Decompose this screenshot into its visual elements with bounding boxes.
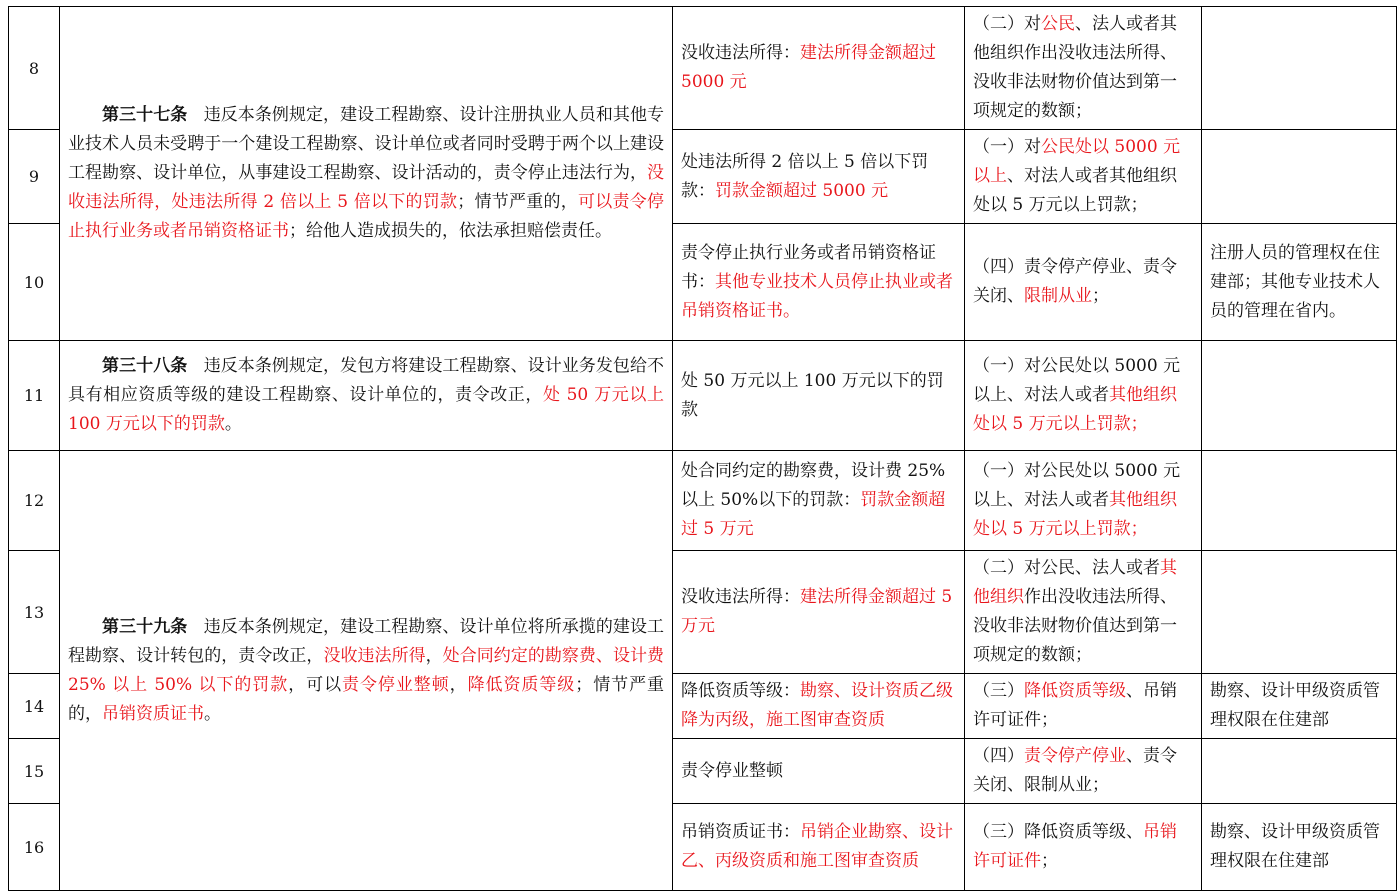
remark-cell [1202, 341, 1397, 451]
highlighted-text: 其他专业技术人员停止执业或者吊销资格证书。 [681, 271, 953, 321]
cell-text: （二）对 [973, 14, 1041, 34]
cell-text: 违反本条例规定，发包方将建设工程勘察、设计业务发包给不具有相应资质等级的建设工程勘察、设计单位的，责令改正， [68, 356, 665, 405]
remark-cell [1202, 551, 1397, 674]
cell-text: （二）对公民、法人或者 [973, 558, 1160, 578]
penalty-type-cell [965, 7, 1202, 130]
row-number: 9 [9, 130, 60, 224]
cell-text: ， [449, 674, 468, 695]
article-number: 第三十九条 [102, 616, 188, 637]
penalty-type-cell [965, 739, 1202, 804]
cell-text: 吊销资质证书： [681, 822, 800, 842]
cell-text: 、对法人或者其他组织处以 5 万元以上罚款； [973, 166, 1177, 215]
penalty-table [8, 6, 1397, 891]
cell-text: 处 50 万元以上 100 万元以下的罚款 [681, 370, 944, 420]
highlighted-text: 降低资质等级 [467, 674, 576, 695]
cell-text: 。 [204, 703, 221, 724]
penalty-cell [673, 224, 965, 341]
penalty-type-cell [965, 674, 1202, 739]
penalty-cell [673, 551, 965, 674]
highlighted-text: 其他组织处以 5 万元以上罚款； [973, 385, 1177, 434]
penalty-type-cell [965, 341, 1202, 451]
cell-text: 责令停止执行业务或者吊销资格证书： [681, 242, 936, 292]
cell-text: 。 [224, 414, 242, 434]
penalty-cell [673, 130, 965, 224]
cell-text: （一）对公民处以 5000 元以上、对法人或者 [973, 461, 1181, 510]
cell-text: ，可以 [288, 674, 343, 695]
highlighted-text: 其他组织处以 5 万元以上罚款； [973, 490, 1177, 539]
cell-text: 勘察、设计甲级资质管理权限在住建部 [1210, 681, 1380, 730]
cell-text: 、法人或者其他组织作出没收违法所得、没收非法财物价值达到第一项规定的数额； [973, 14, 1177, 121]
highlighted-text: 没收违法所得 [323, 645, 426, 666]
article-number: 第三十七条 [102, 105, 188, 125]
highlighted-text: 其他组织 [973, 558, 1177, 607]
row-number: 12 [9, 451, 60, 551]
penalty-cell [673, 7, 965, 130]
remark-cell [1202, 7, 1397, 130]
article-cell [60, 7, 673, 341]
highlighted-text: 公民 [1041, 14, 1075, 34]
highlighted-text: 公民处以 5000 元以上 [973, 137, 1181, 186]
highlighted-text: 吊销资质证书 [102, 703, 204, 724]
cell-text: 、吊销许可证件； [973, 681, 1177, 730]
cell-text: ； [1092, 286, 1109, 306]
cell-text: 降低资质等级： [681, 681, 800, 701]
penalty-cell [673, 804, 965, 891]
cell-text: （三） [973, 681, 1024, 701]
cell-text: 违反本条例规定，建设工程勘察、设计单位将所承揽的建设工程勘察、设计转包的，责令改正， [68, 616, 665, 666]
cell-text: ；给他人造成损失的，依法承担赔偿责任。 [289, 221, 612, 241]
cell-text: 责令停业整顿 [681, 760, 783, 781]
row-number: 8 [9, 7, 60, 130]
penalty-type-cell [965, 224, 1202, 341]
table-row [9, 7, 1397, 130]
penalty-type-cell [965, 804, 1202, 891]
remark-cell [1202, 739, 1397, 804]
highlighted-text: 没收违法所得，处违法所得 2 倍以上 5 倍以下的罚款 [68, 163, 664, 212]
highlighted-text: 罚款金额超过 5 万元 [681, 490, 946, 539]
remark-cell [1202, 224, 1397, 341]
row-number: 11 [9, 341, 60, 451]
cell-text: 勘察、设计甲级资质管理权限在住建部 [1210, 822, 1380, 871]
article-cell [60, 451, 673, 891]
row-number: 13 [9, 551, 60, 674]
highlighted-text: 限制从业 [1024, 286, 1092, 306]
cell-text: （四） [973, 746, 1024, 766]
cell-text: ； [1041, 851, 1058, 871]
highlighted-text: 罚款金额超过 5000 元 [715, 180, 889, 201]
cell-text: 、责令关闭、限制从业； [973, 746, 1177, 795]
cell-text: （三）降低资质等级、 [973, 822, 1143, 842]
highlighted-text: 吊销许可证件 [973, 822, 1177, 871]
article-number: 第三十八条 [102, 356, 188, 376]
highlighted-text: 处 50 万元以上 100 万元以下的罚款 [68, 385, 664, 434]
penalty-cell [673, 451, 965, 551]
highlighted-text: 责令停产停业 [1024, 746, 1126, 766]
highlighted-text: 责令停业整顿 [342, 674, 450, 695]
penalty-type-cell [965, 451, 1202, 551]
cell-text: 没收违法所得： [681, 43, 800, 63]
cell-text: 作出没收违法所得、没收非法财物价值达到第一项规定的数额； [973, 587, 1177, 665]
cell-text: （一）对 [973, 137, 1041, 157]
penalty-cell [673, 341, 965, 451]
row-number: 10 [9, 224, 60, 341]
remark-cell [1202, 804, 1397, 891]
cell-text: （一）对公民处以 5000 元以上、对法人或者 [973, 356, 1181, 405]
cell-text: ；情节严重的， [68, 674, 665, 724]
cell-text: 注册人员的管理权在住建部；其他专业技术人员的管理在省内。 [1210, 242, 1380, 321]
cell-text: ， [425, 645, 443, 666]
remark-cell [1202, 130, 1397, 224]
cell-text: 处违法所得 2 倍以上 5 倍以下罚款： [681, 151, 929, 201]
row-number: 14 [9, 674, 60, 739]
penalty-cell [673, 674, 965, 739]
penalty-type-cell [965, 130, 1202, 224]
article-cell [60, 341, 673, 451]
highlighted-text: 建法所得金额超过 5000 元 [681, 43, 936, 92]
highlighted-text: 吊销企业勘察、设计乙、丙级资质和施工图审查资质 [681, 822, 953, 871]
row-number: 15 [9, 739, 60, 804]
cell-text: ；情节严重的， [457, 192, 578, 212]
cell-text: 没收违法所得： [681, 587, 800, 607]
row-number: 16 [9, 804, 60, 891]
cell-text: 处合同约定的勘察费，设计费 25% 以上 50%以下的罚款： [681, 461, 946, 510]
remark-cell [1202, 674, 1397, 739]
table-row [9, 341, 1397, 451]
remark-cell [1202, 451, 1397, 551]
penalty-type-cell [965, 551, 1202, 674]
penalty-cell [673, 739, 965, 804]
cell-text: （四）责令停产停业、责令关闭、 [973, 257, 1177, 306]
table-row [9, 451, 1397, 551]
cell-text: 违反本条例规定，建设工程勘察、设计注册执业人员和其他专业技术人员未受聘于一个建设工程勘察、设计单位或者同时受聘于两个以上建设工程勘察、设计单位，从事建设工程勘察、设计活动的，责令停止违法行为， [68, 105, 665, 183]
highlighted-text: 处合同约定的勘察费、设计费 25% 以上 50% 以下的罚款 [68, 645, 665, 695]
highlighted-text: 可以责令停止执行业务或者吊销资格证书 [68, 192, 664, 241]
highlighted-text: 建法所得金额超过 5 万元 [681, 587, 953, 636]
highlighted-text: 勘察、设计资质乙级降为丙级，施工图审查资质 [681, 681, 953, 730]
highlighted-text: 降低资质等级 [1024, 681, 1126, 701]
